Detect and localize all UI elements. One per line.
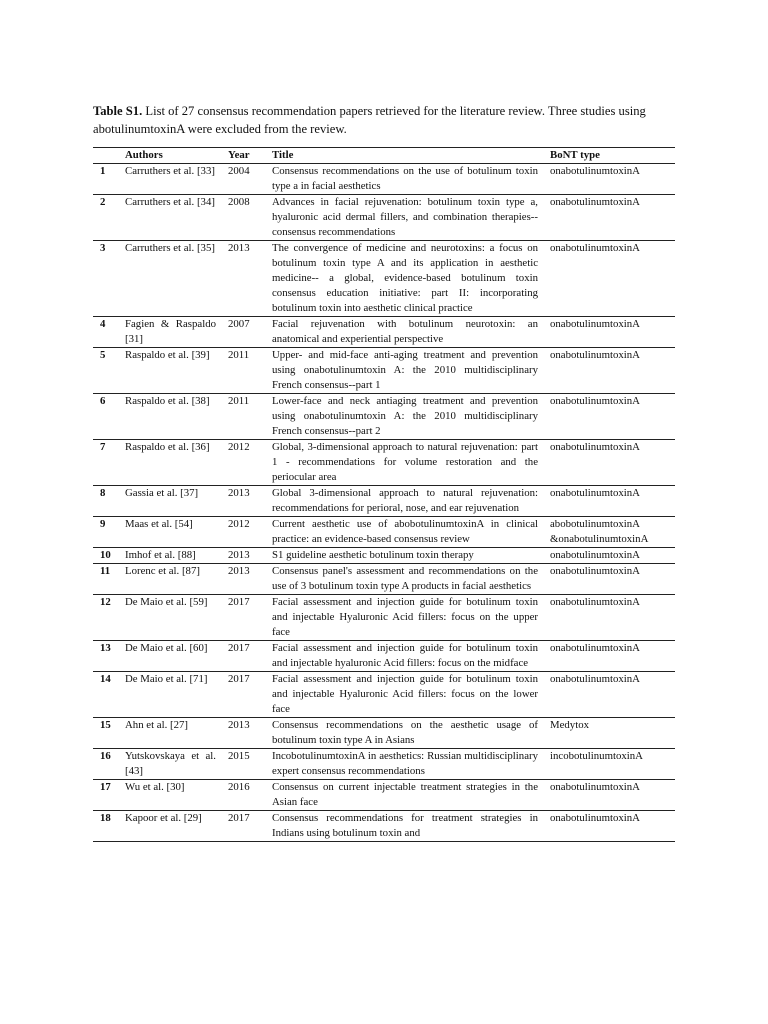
table-row	[93, 811, 675, 842]
table-row	[93, 348, 675, 394]
row-year: 2013	[228, 487, 250, 499]
row-authors: Carruthers et al. [35]	[125, 242, 215, 254]
row-authors: Imhof et al. [88]	[125, 549, 196, 561]
row-title: Current aesthetic use of abobotulinumtoxinA in clinical practice: an evidence-based consensus review	[272, 518, 538, 545]
row-authors: Raspaldo et al. [39]	[125, 349, 210, 361]
row-year: 2015	[228, 750, 250, 762]
row-year: 2017	[228, 673, 250, 685]
table-row	[93, 241, 675, 317]
table-row	[93, 780, 675, 811]
row-bont-type: onabotulinumtoxinA	[550, 242, 640, 254]
row-number: 3	[100, 242, 106, 254]
row-year: 2012	[228, 518, 250, 530]
row-year: 2013	[228, 719, 250, 731]
row-bont-type: onabotulinumtoxinA	[550, 673, 640, 685]
row-number: 4	[100, 318, 106, 330]
row-authors: Kapoor et al. [29]	[125, 812, 202, 824]
row-bont-type: onabotulinumtoxinA	[550, 196, 640, 208]
row-number: 15	[100, 719, 111, 731]
row-authors: Carruthers et al. [33]	[125, 165, 215, 177]
table-row	[93, 394, 675, 440]
row-year: 2007	[228, 318, 250, 330]
table-row	[93, 440, 675, 486]
row-authors: Raspaldo et al. [36]	[125, 441, 210, 453]
row-bont-type: onabotulinumtoxinA	[550, 395, 640, 407]
row-year: 2012	[228, 441, 250, 453]
row-number: 1	[100, 165, 106, 177]
table-row	[93, 595, 675, 641]
row-number: 7	[100, 441, 106, 453]
row-bont-type: onabotulinumtoxinA	[550, 812, 640, 824]
table-row	[93, 164, 675, 195]
row-year: 2011	[228, 395, 250, 407]
row-authors: Raspaldo et al. [38]	[125, 395, 210, 407]
table-row	[93, 749, 675, 780]
row-authors: De Maio et al. [60]	[125, 642, 208, 654]
header-year: Year	[228, 149, 250, 161]
row-title: Global, 3-dimensional approach to natural rejuvenation: part 1 - recommendations for volume restoration and the periocular area	[272, 441, 538, 483]
table-row	[93, 672, 675, 718]
row-authors: Ahn et al. [27]	[125, 719, 188, 731]
row-year: 2013	[228, 549, 250, 561]
row-year: 2008	[228, 196, 250, 208]
header-authors: Authors	[125, 149, 163, 161]
row-bont-type: onabotulinumtoxinA	[550, 487, 640, 499]
row-title: Consensus recommendations for treatment strategies in Indians using botulinum toxin and	[272, 812, 538, 839]
row-bont-type: onabotulinumtoxinA	[550, 318, 640, 330]
row-number: 14	[100, 673, 111, 685]
row-bont-type: abobotulinumtoxinA &onabotulinumtoxinA	[550, 518, 649, 545]
table-row	[93, 548, 675, 564]
table-caption	[93, 102, 683, 138]
caption-label: Table S1.	[93, 104, 143, 118]
row-bont-type: onabotulinumtoxinA	[550, 781, 640, 793]
row-title: S1 guideline aesthetic botulinum toxin therapy	[272, 549, 474, 561]
row-bont-type: onabotulinumtoxinA	[550, 349, 640, 361]
table-row	[93, 517, 675, 548]
row-title: Consensus panel's assessment and recommendations on the use of 3 botulinum toxin type A products in facial aesthetics	[272, 565, 538, 592]
row-number: 11	[100, 565, 111, 577]
row-bont-type: onabotulinumtoxinA	[550, 596, 640, 608]
table-row	[93, 486, 675, 517]
row-number: 13	[100, 642, 111, 654]
row-title: The convergence of medicine and neurotoxins: a focus on botulinum toxin type A and its application in aesthetic medicine-- a global, evidence-based botulinum toxin consensus education initiative: part II: incorporating botulinum toxin into aesthetic clinical practice	[272, 242, 538, 314]
row-year: 2017	[228, 596, 250, 608]
row-bont-type: Medytox	[550, 719, 589, 731]
row-number: 9	[100, 518, 106, 530]
row-authors: Fagien & Raspaldo [31]	[125, 318, 216, 345]
row-bont-type: incobotulinumtoxinA	[550, 750, 643, 762]
row-title: Facial assessment and injection guide for botulinum toxin and injectable hyaluronic Acid fillers: focus on the midface	[272, 642, 538, 669]
row-number: 6	[100, 395, 106, 407]
row-number: 17	[100, 781, 111, 793]
row-year: 2017	[228, 812, 250, 824]
row-number: 12	[100, 596, 111, 608]
table-row	[93, 718, 675, 749]
row-title: Global 3-dimensional approach to natural rejuvenation: recommendations for perioral, nose, and ear rejuvenation	[272, 487, 538, 514]
row-year: 2004	[228, 165, 250, 177]
header-title: Title	[272, 149, 294, 161]
table-row	[93, 641, 675, 672]
caption-text: List of 27 consensus recommendation papers retrieved for the literature review. Three studies using abotulinumtoxinA were excluded from the review.	[93, 104, 646, 136]
row-authors: Carruthers et al. [34]	[125, 196, 215, 208]
row-authors: De Maio et al. [59]	[125, 596, 208, 608]
row-title: Facial assessment and injection guide for botulinum toxin and injectable Hyaluronic Acid fillers: focus on the lower face	[272, 673, 538, 715]
row-authors: Wu et al. [30]	[125, 781, 185, 793]
header-bont-type: BoNT type	[550, 149, 600, 161]
row-number: 8	[100, 487, 106, 499]
row-year: 2016	[228, 781, 250, 793]
row-number: 5	[100, 349, 106, 361]
row-title: Lower-face and neck antiaging treatment and prevention using onabotulinumtoxin A: the 2010 multidisciplinary French consensus--part 2	[272, 395, 538, 437]
consensus-papers-table	[93, 147, 675, 842]
row-authors: Yutskovskaya et al. [43]	[125, 750, 216, 777]
row-year: 2013	[228, 565, 250, 577]
row-number: 18	[100, 812, 111, 824]
row-bont-type: onabotulinumtoxinA	[550, 642, 640, 654]
table-header-row	[93, 148, 675, 164]
row-authors: Maas et al. [54]	[125, 518, 193, 530]
table-row	[93, 564, 675, 595]
row-title: Consensus recommendations on the use of botulinum toxin type a in facial aesthetics	[272, 165, 538, 192]
row-title: Consensus on current injectable treatment strategies in the Asian face	[272, 781, 538, 808]
row-title: Facial rejuvenation with botulinum neurotoxin: an anatomical and experiential perspective	[272, 318, 538, 345]
table-row	[93, 195, 675, 241]
row-year: 2011	[228, 349, 250, 361]
row-title: Consensus recommendations on the aesthetic usage of botulinum toxin type A in Asians	[272, 719, 538, 746]
row-title: IncobotulinumtoxinA in aesthetics: Russian multidisciplinary expert consensus recommendations	[272, 750, 538, 777]
table-row	[93, 317, 675, 348]
row-number: 16	[100, 750, 111, 762]
table-body	[93, 164, 675, 842]
row-year: 2017	[228, 642, 250, 654]
row-bont-type: onabotulinumtoxinA	[550, 565, 640, 577]
row-authors: Lorenc et al. [87]	[125, 565, 200, 577]
row-authors: Gassia et al. [37]	[125, 487, 199, 499]
row-year: 2013	[228, 242, 250, 254]
row-authors: De Maio et al. [71]	[125, 673, 208, 685]
row-bont-type: onabotulinumtoxinA	[550, 441, 640, 453]
row-title: Upper- and mid-face anti-aging treatment and prevention using onabotulinumtoxin A: the 2010 multidisciplinary French consensus--part 1	[272, 349, 538, 391]
row-bont-type: onabotulinumtoxinA	[550, 549, 640, 561]
header-number	[93, 148, 125, 164]
row-title: Facial assessment and injection guide for botulinum toxin and injectable Hyaluronic Acid fillers: focus on the upper face	[272, 596, 538, 638]
row-number: 2	[100, 196, 106, 208]
row-bont-type: onabotulinumtoxinA	[550, 165, 640, 177]
row-title: Advances in facial rejuvenation: botulinum toxin type a, hyaluronic acid dermal fillers, and combination therapies-- consensus recommendations	[272, 196, 538, 238]
row-number: 10	[100, 549, 111, 561]
